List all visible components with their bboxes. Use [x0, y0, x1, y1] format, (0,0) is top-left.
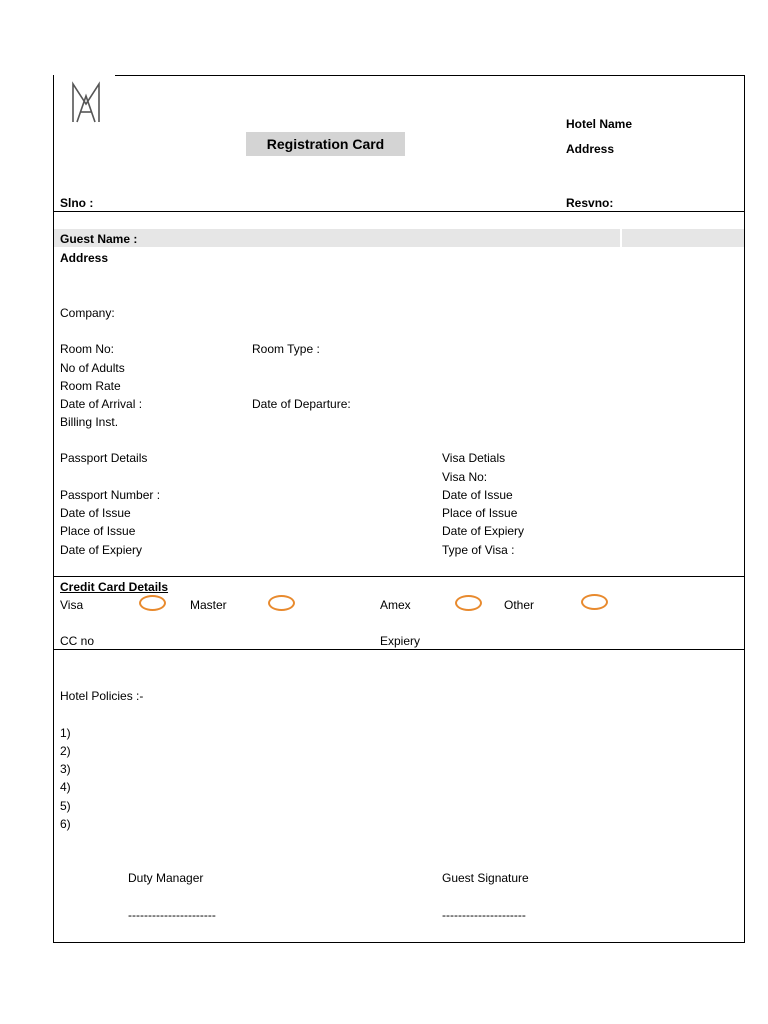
card-option-other-radio[interactable]: [581, 594, 608, 610]
room-no-label: Room No:: [60, 342, 115, 356]
guest-name-label: Guest Name :: [60, 232, 138, 246]
divider-credit-top: [53, 576, 745, 577]
card-option-visa-label: Visa: [60, 598, 84, 612]
divider-header: [53, 211, 745, 212]
passport-number-label: Passport Number :: [60, 488, 161, 502]
date-of-arrival-label: Date of Arrival :: [60, 397, 143, 411]
room-rate-label: Room Rate: [60, 379, 121, 393]
hotel-logo-icon: [70, 80, 102, 124]
slno-label: Slno :: [60, 196, 94, 210]
title-banner: [246, 132, 405, 156]
duty-manager-label: Duty Manager: [128, 871, 204, 885]
guest-name-row: [54, 229, 620, 247]
guest-signature-line: ---------------------: [442, 908, 526, 922]
left-border: [53, 75, 54, 943]
card-option-master-radio[interactable]: [268, 595, 295, 611]
type-of-visa-label: Type of Visa :: [442, 543, 515, 557]
card-option-amex-radio[interactable]: [455, 595, 482, 611]
page-title: Registration Card: [266, 136, 385, 152]
room-type-label: Room Type :: [252, 342, 320, 356]
visa-date-of-issue-label: Date of Issue: [442, 488, 513, 502]
visa-heading: Visa Detials: [442, 451, 506, 465]
card-option-master-label: Master: [190, 598, 227, 612]
divider-credit-bottom: [53, 649, 745, 650]
guest-signature-label: Guest Signature: [442, 871, 529, 885]
policy-item: 6): [60, 817, 71, 831]
visa-place-of-issue-label: Place of Issue: [442, 506, 518, 520]
passport-date-of-issue-label: Date of Issue: [60, 506, 131, 520]
company-label: Company:: [60, 306, 115, 320]
card-option-visa-radio[interactable]: [139, 595, 166, 611]
date-of-departure-label: Date of Departure:: [252, 397, 351, 411]
policy-item: 5): [60, 799, 71, 813]
top-border: [115, 75, 745, 76]
billing-inst-label: Billing Inst.: [60, 415, 119, 429]
passport-heading: Passport Details: [60, 451, 148, 465]
cc-expiry-label: Expiery: [380, 634, 421, 648]
guest-name-row-extra: [622, 229, 744, 247]
passport-date-of-expiry-label: Date of Expiery: [60, 543, 143, 557]
bottom-border: [53, 942, 745, 943]
hotel-name-label: Hotel Name: [566, 117, 633, 131]
policy-item: 1): [60, 726, 71, 740]
hotel-policies-heading: Hotel Policies :-: [60, 689, 144, 703]
cc-no-label: CC no: [60, 634, 95, 648]
right-border: [744, 75, 745, 943]
duty-manager-signature-line: ----------------------: [128, 908, 216, 922]
card-option-amex-label: Amex: [380, 598, 411, 612]
policy-item: 2): [60, 744, 71, 758]
guest-address-label: Address: [60, 251, 109, 265]
policy-item: 4): [60, 780, 71, 794]
visa-no-label: Visa No:: [442, 470, 488, 484]
resvno-label: Resvno:: [566, 196, 614, 210]
credit-card-heading: Credit Card Details: [60, 580, 169, 594]
passport-place-of-issue-label: Place of Issue: [60, 524, 136, 538]
hotel-address-label: Address: [566, 142, 615, 156]
policy-item: 3): [60, 762, 71, 776]
card-option-other-label: Other: [504, 598, 535, 612]
no-of-adults-label: No of Adults: [60, 361, 125, 375]
visa-date-of-expiry-label: Date of Expiery: [442, 524, 525, 538]
